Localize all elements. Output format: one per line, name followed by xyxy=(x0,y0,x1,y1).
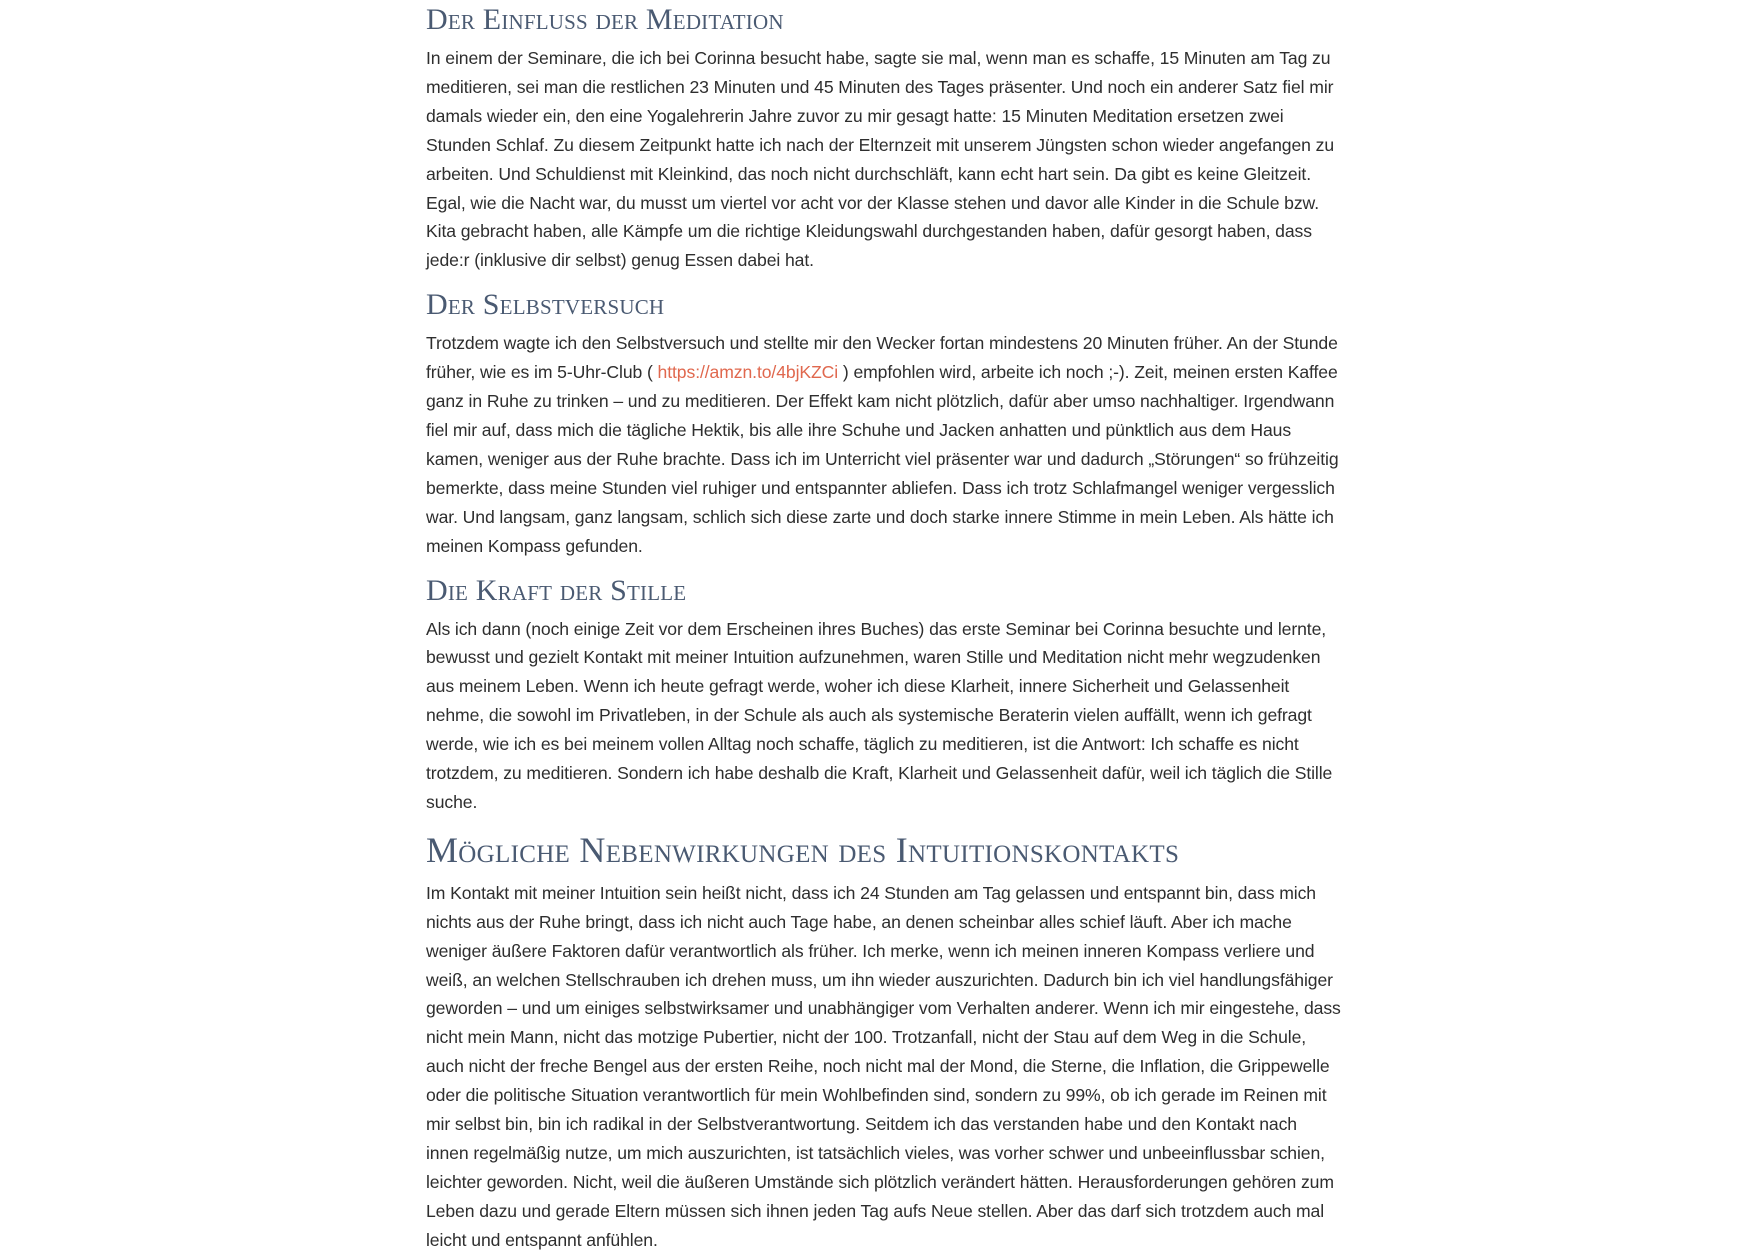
paragraph-selbstversuch xyxy=(426,329,1344,560)
paragraph-einfluss-meditation: In einem der Seminare, die ich bei Corinna besucht habe, sagte sie mal, wenn man es schaffe, 15 Minuten am Tag zu meditieren, sei man die restlichen 23 Minuten und 45 Minuten des Tages präsenter. Und noch ein anderer Satz fiel mir damals wieder ein, den eine Yogalehrerin Jahre zuvor zu mir gesagt hatte: 15 Minuten Meditation ersetzen zwei Stunden Schlaf. Zu diesem Zeitpunkt hatte ich nach der Elternzeit mit unserem Jüngsten schon wieder angefangen zu arbeiten. Und Schuldienst mit Kleinkind, das noch nicht durchschläft, kann echt hart sein. Da gibt es keine Gleitzeit. Egal, wie die Nacht war, du musst um viertel vor acht vor der Klasse stehen und davor alle Kinder in die Schule bzw. Kita gebracht haben, alle Kämpfe um die richtige Kleidungswahl durchgestanden haben, dafür gesorgt haben, dass jede:r (inklusive dir selbst) genug Essen dabei hat. xyxy=(426,48,1335,271)
heading-selbstversuch: Der Selbstversuch xyxy=(426,288,665,322)
article-content xyxy=(426,0,1344,1255)
paragraph-selbstversuch-text-after: ) empfohlen wird, arbeite ich noch ;-). Zeit, meinen ersten Kaffee ganz in Ruhe zu trinken – und zu meditieren. Der Effekt kam nicht plötzlich, dafür aber umso nachhaltiger. Irgendwann fiel mir auf, dass mich die tägliche Hektik, bis alle ihre Schuhe und Jacken anhatten und pünktlich aus dem Haus kamen, weniger aus der Ruhe brachte. Dass ich im Unterricht viel präsenter war und dadurch „Störungen“ so frühzeitig bemerkte, dass meine Stunden viel ruhiger und entspannter abliefen. Dass ich trotz Schlafmangel weniger vergesslich war. Und langsam, ganz langsam, schlich sich diese zarte und doch starke innere Stimme in mein Leben. Als hätte ich meinen Kompass gefunden. xyxy=(426,362,1339,556)
heading-kraft-der-stille: Die Kraft der Stille xyxy=(426,573,687,607)
paragraph-nebenwirkungen: Im Kontakt mit meiner Intuition sein heißt nicht, dass ich 24 Stunden am Tag gelassen und entspannt bin, dass mich nichts aus der Ruhe bringt, dass ich nicht auch Tage habe, an denen scheinbar alles schief läuft. Aber ich mache weniger äußere Faktoren dafür verantwortlich als früher. Ich merke, wenn ich meinen inneren Kompass verliere und weiß, an welchen Stellschrauben ich drehen muss, um ihn wieder auszurichten. Dadurch bin ich viel handlungsfähiger geworden – und um einiges selbstwirksamer und unabhängiger vom Verhalten anderer. Wenn ich mir eingestehe, dass nicht mein Mann, nicht das motzige Pubertier, nicht der 100. Trotzanfall, nicht der Stau auf dem Weg in die Schule, auch nicht der freche Bengel aus der ersten Reihe, noch nicht mal der Mond, die Sterne, die Inflation, die Grippewelle oder die politische Situation verantwortlich für mein Wohlbefinden sind, sondern zu 99%, ob ich gerade im Reinen mit mir selbst bin, bin ich radikal in der Selbstverantwortung. Seitdem ich das verstanden habe und den Kontakt nach innen regelmäßig nutze, um mich auszurichten, ist tatsächlich vieles, was vorher schwer und unbeeinflussbar schien, leichter geworden. Nicht, weil die äußeren Umstände sich plötzlich verändert hätten. Herausforderungen gehören zum Leben dazu und gerade Eltern müssen sich ihnen jeden Tag aufs Neue stellen. Aber das darf sich trotzdem auch mal leicht und entspannt anfühlen. xyxy=(426,882,1341,1250)
heading-nebenwirkungen: Mögliche Nebenwirkungen des Intuitionskontakts xyxy=(426,829,1180,870)
paragraph-kraft-der-stille: Als ich dann (noch einige Zeit vor dem Erscheinen ihres Buches) das erste Seminar bei Corinna besuchte und lernte, bewusst und gezielt Kontakt mit meiner Intuition aufzunehmen, waren Stille und Meditation nicht mehr wegzudenken aus meinem Leben. Wenn ich heute gefragt werde, woher ich diese Klarheit, innere Sicherheit und Gelassenheit nehme, die sowohl im Privatleben, in der Schule als auch als systemische Beraterin vielen auffällt, wenn ich gefragt werde, wie ich es bei meinem vollen Alltag noch schaffe, täglich zu meditieren, ist die Antwort: Ich schaffe es nicht trotzdem, zu meditieren. Sondern ich habe deshalb die Kraft, Klarheit und Gelassenheit dafür, weil ich täglich die Stille suche. xyxy=(426,618,1333,812)
heading-einfluss-meditation: Der Einfluss der Meditation xyxy=(426,3,784,36)
paragraph-selbstversuch-text-before: Trotzdem wagte ich den Selbstversuch und stellte mir den Wecker fortan mindestens 20 Minuten früher. An der Stunde früher, wie es im 5-Uhr-Club ( xyxy=(426,333,1338,383)
amazon-book-link[interactable]: https://amzn.to/4bjKZCi xyxy=(657,362,839,383)
